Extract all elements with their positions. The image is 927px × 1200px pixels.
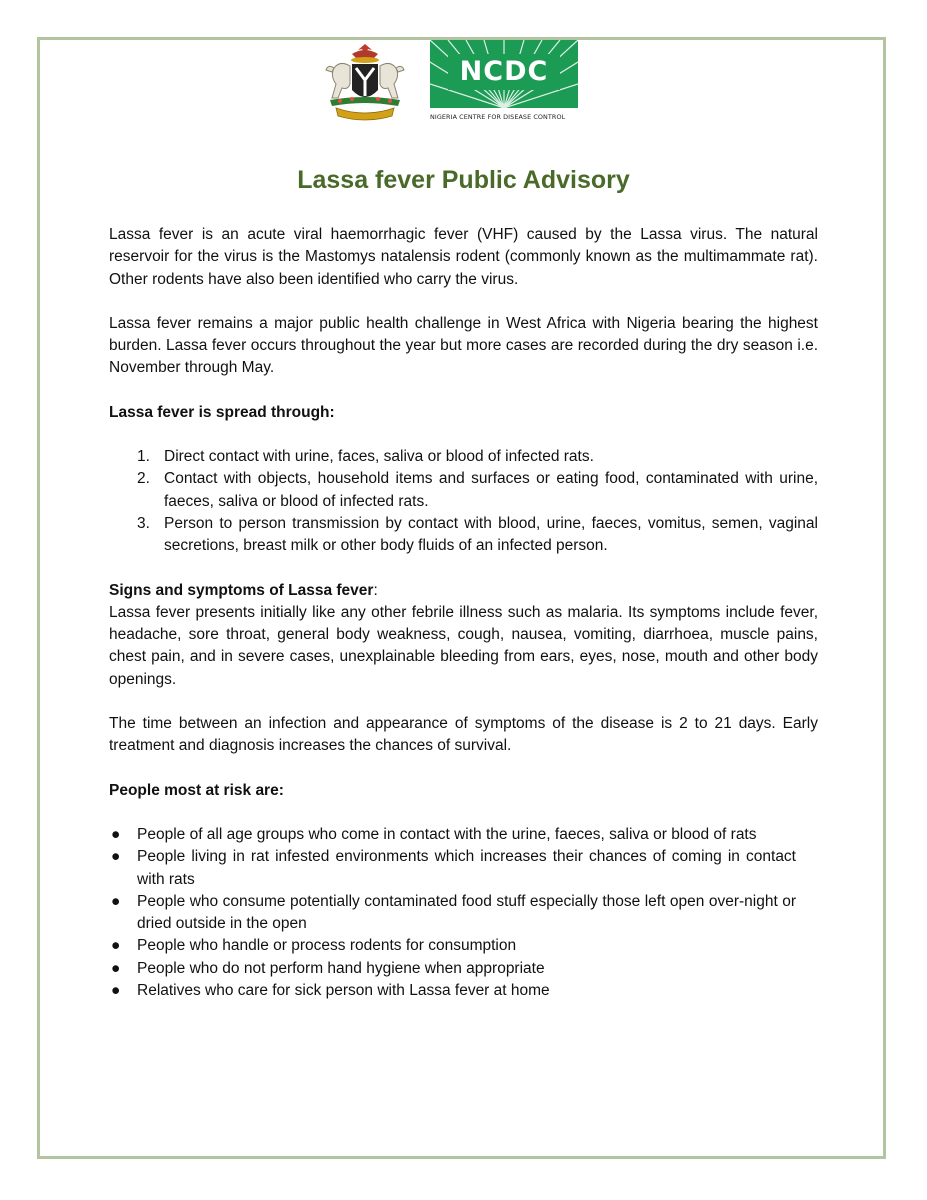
page-title: Lassa fever Public Advisory [297,166,630,194]
ncdc-banner [430,40,578,108]
list-item: 1. Direct contact with urine, faces, saliva or blood of infected rats. [137,448,594,466]
risk-heading: People most at risk are: [109,781,284,799]
coat-of-arms-icon [318,40,412,124]
intro-paragraph-1: Lassa fever is an acute viral haemorrhagic fever (VHF) caused by the Lassa virus. The natural reservoir for the virus is the Mastomys natalensis rodent (commonly known as the multimammate rat). Other rodents have also been identified who carry the virus. [109,226,818,288]
incubation-paragraph: The time between an infection and appearance of symptoms of the disease is 2 to 21 days. Early treatment and diagnosis increases the chances of survival. [109,715,818,755]
list-item: ● People who handle or process rodents for consumption [109,935,796,957]
spread-list [109,446,818,557]
header-logos [318,40,578,124]
ncdc-subtitle: NIGERIA CENTRE FOR DISEASE CONTROL [430,113,566,121]
symptoms-heading-line: Signs and symptoms of Lassa fever: [109,581,378,599]
intro-paragraph-2: Lassa fever remains a major public health challenge in West Africa with Nigeria bearing the highest burden. Lassa fever occurs throughout the year but more cases are recorded during the dry season i.e. November through May. [109,314,818,377]
bullet-icon: ● [111,825,121,843]
symptoms-paragraph: Lassa fever presents initially like any other febrile illness such as malaria. Its symptoms include fever, headache, sore throat, general body weakness, cough, nausea, vomiting, diarrhoea, muscle pains, chest pain, and in severe cases, unexplainable bleeding from ears, eyes, nose, mouth and other body openings. [109,603,818,688]
list-item: ● People living in rat infested environments which increases their chances of coming in contact with rats [111,848,796,888]
ncdc-logo [430,40,578,122]
list-item: ● People who consume potentially contaminated food stuff especially those left open over-night or dried outside in the open [111,892,796,933]
bullet-icon: ● [111,937,121,955]
list-item: ● People of all age groups who come in contact with the urine, faeces, saliva or blood of rats [109,824,796,846]
bullet-icon: ● [111,848,121,866]
spread-heading: Lassa fever is spread through: [109,403,335,421]
list-item: ● People who do not perform hand hygiene when appropriate [109,958,796,980]
symptoms-heading: Signs and symptoms of Lassa fever [109,581,374,599]
list-item: 2. Contact with objects, household items and surfaces or eating food, contaminated with urine, faeces, saliva or blood of infected rats. [137,470,818,510]
list-item: ● Relatives who care for sick person with Lassa fever at home [109,980,796,1002]
ncdc-wordmark: NCDC [459,56,549,87]
bullet-icon: ● [111,892,121,910]
bullet-icon: ● [111,982,121,1000]
risk-list [109,824,796,1002]
list-item: 3. Person to person transmission by contact with blood, urine, faeces, vomitus, semen, vaginal secretions, breast milk or other body fluids of an infected person. [137,514,818,555]
advisory-body [109,224,818,1002]
bullet-icon: ● [111,959,121,977]
